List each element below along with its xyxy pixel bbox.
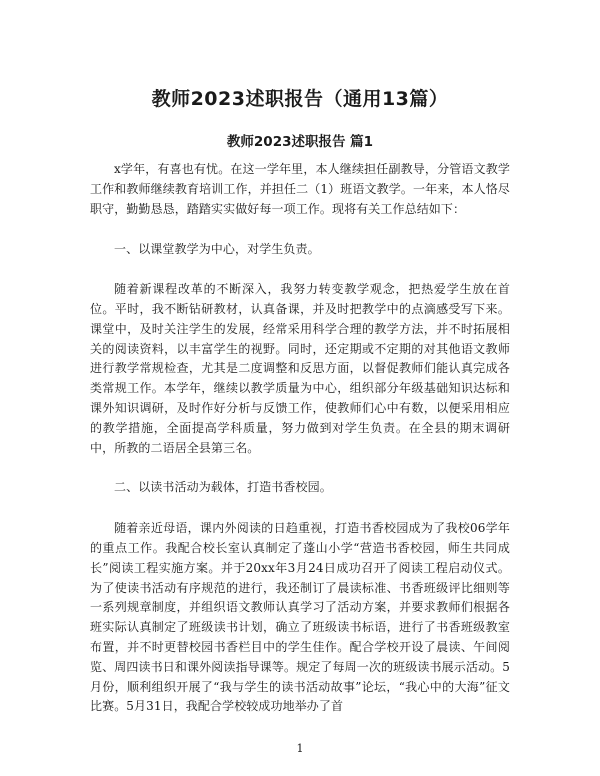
paragraph-reading: 随着亲近母语，课内外阅读的日趋重视，打造书香校园成为了我校06学年的重点工作。我配合校长室认真制定了蓬山小学“营造书香校园，师生共同成长”阅读工程实施方案。并于20xx年3月24日成功召开了阅读工程启动仪式。为了使读书活动有序规范的进行，我还制订了晨读标准、书香班级评比细则等一系列规章制度，并组织语文教师认真学习了活动方案，并要求教师们根据各班实际认真制定了班级读书计划，确立了班级读书标语，进行了书香班级教室布置，并不时更替校园书香栏目中的学生佳作。配合学校开设了晨读、午间阅览、周四读书日和课外阅读指导课等。规定了每周一次的班级读书展示活动。5月份，顺利组织开展了“我与学生的读书活动故事”论坛，“我心中的大海”征文比赛。5月31日，我配合学校较成功地举办了首 bbox=[90, 521, 510, 714]
paragraph-heading-2: 二、以读书活动为载体，打造书香校园。 bbox=[114, 480, 332, 495]
section-title: 教师2023述职报告 篇1 bbox=[226, 134, 374, 150]
paragraph-heading-1: 一、以课堂教学为中心，对学生负责。 bbox=[114, 242, 320, 257]
paragraph-intro: x学年，有喜也有忧。在这一学年里，本人继续担任副教导，分管语文教学工作和教师继续教育培训工作，并担任二（1）班语文教学。一年来，本人恪尽职守，勤勤恳恳，踏踏实实做好每一项工作。现将有关工作总结如下： bbox=[90, 162, 510, 216]
paragraph-teaching: 随着新课程改革的不断深入，我努力转变教学观念，把热爱学生放在首位。平时，我不断钻研教材，认真备课，并及时把教学中的点滴感受写下来。课堂中，及时关注学生的发展，经常采用科学合理的教学方法，并不时拓展相关的阅读资料，以丰富学生的视野。同时，还定期或不定期的对其他语文教师进行教学常规检查，尤其是二度调整和反思方面，以督促教师们能认真完成各类常规工作。本学年，继续以教学质量为中心，组织部分年级基础知识达标和课外知识调研，及时作好分析与反馈工作，使教师们心中有数，以便采用相应的教学措施，全面提高学科质量，努力做到对学生负责。在全县的期末调研中，所教的二语居全县第三名。 bbox=[90, 282, 510, 455]
document-title: 教师2023述职报告（通用13篇） bbox=[151, 88, 449, 110]
page-number: 1 bbox=[296, 742, 304, 755]
document-body bbox=[90, 160, 510, 717]
